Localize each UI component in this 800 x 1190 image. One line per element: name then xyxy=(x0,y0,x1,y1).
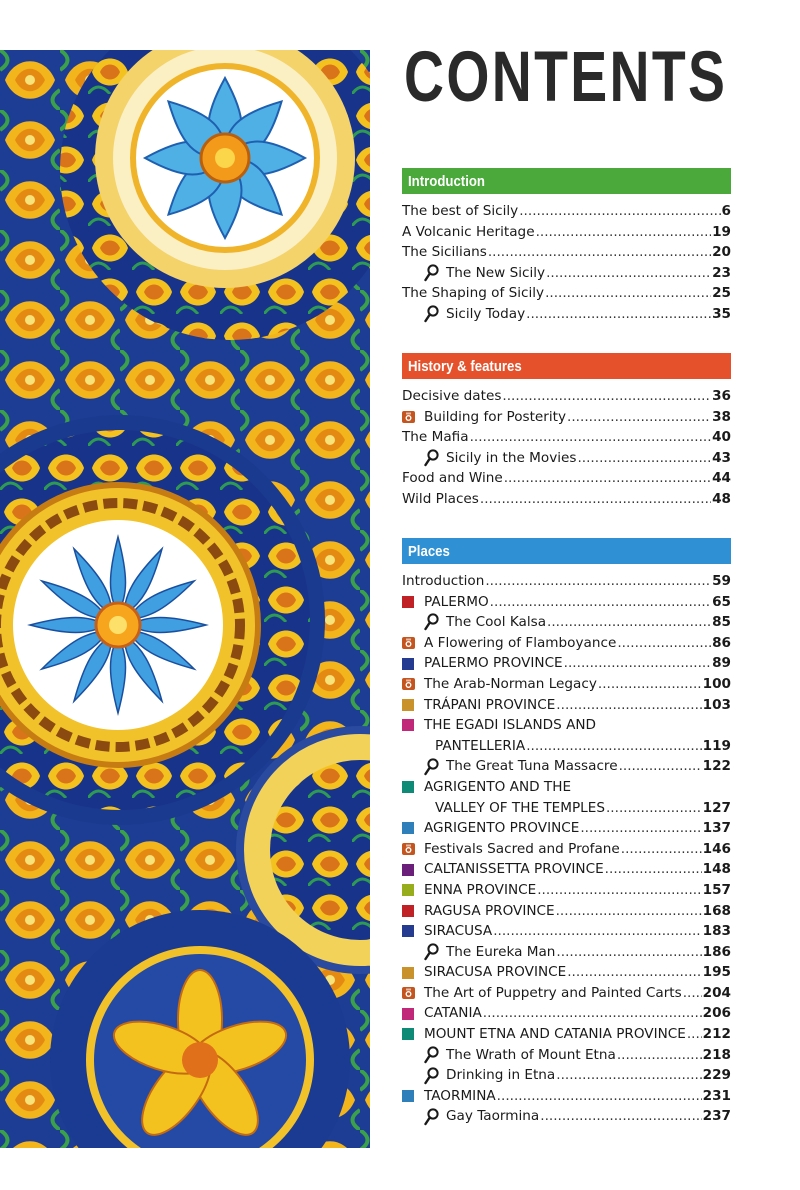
dot-leader xyxy=(547,612,711,633)
toc-entry[interactable] xyxy=(402,633,731,654)
toc-entry[interactable] xyxy=(402,612,731,633)
toc-entry[interactable] xyxy=(402,921,731,942)
toc-entry[interactable] xyxy=(402,1065,731,1086)
page-number: 36 xyxy=(712,388,731,404)
dot-leader xyxy=(536,222,712,243)
toc-entry[interactable] xyxy=(402,468,731,489)
toc-entry[interactable] xyxy=(402,427,731,448)
entry-title: Sicily Today xyxy=(446,305,526,322)
dot-leader xyxy=(540,1106,701,1127)
entry-title: CATANIA xyxy=(424,1005,482,1022)
region-color-swatch xyxy=(402,925,414,937)
page-number: 86 xyxy=(712,634,731,651)
toc-entry[interactable] xyxy=(402,263,731,284)
camera-glyph xyxy=(402,678,415,690)
entry-title: The Mafia xyxy=(402,429,469,446)
dot-leader xyxy=(580,818,701,839)
page-number: 19 xyxy=(712,223,731,240)
entry-title: The Great Tuna Massacre xyxy=(446,758,618,775)
section-heading-label: Places xyxy=(408,542,450,560)
toc-entry[interactable] xyxy=(402,839,731,860)
toc-entry[interactable] xyxy=(402,674,731,695)
magnifier-pin-icon xyxy=(402,1045,446,1065)
toc-entry[interactable] xyxy=(402,448,731,469)
toc-entry[interactable] xyxy=(402,242,731,263)
camera-icon xyxy=(402,407,424,427)
ceramic-plates-photo xyxy=(0,50,370,1148)
page-number: 186 xyxy=(702,943,731,960)
toc-entry[interactable] xyxy=(402,571,731,592)
entry-title: RAGUSA PROVINCE xyxy=(424,902,555,919)
page-number: 119 xyxy=(702,737,731,754)
color-square-icon xyxy=(402,901,424,921)
page-number: 23 xyxy=(712,264,731,281)
page-number: 100 xyxy=(702,675,731,692)
magnifier-pin-icon xyxy=(402,612,446,632)
toc-entry[interactable] xyxy=(402,695,731,716)
entry-title: A Volcanic Heritage xyxy=(402,223,535,240)
toc-entry[interactable] xyxy=(402,1003,731,1024)
toc-entry[interactable] xyxy=(402,880,731,901)
magnifier-pin-icon xyxy=(402,1107,446,1127)
dot-leader xyxy=(546,263,711,284)
magnifier-pin-icon xyxy=(402,1066,446,1086)
region-color-swatch xyxy=(402,864,414,876)
page-number: 89 xyxy=(712,655,731,672)
color-square-icon xyxy=(402,1024,424,1044)
toc-entry[interactable] xyxy=(402,1086,731,1107)
toc-entry[interactable] xyxy=(402,222,731,243)
page-number: 43 xyxy=(712,449,731,466)
entry-title: AGRIGENTO PROVINCE xyxy=(424,820,580,837)
page-number: 85 xyxy=(712,614,731,631)
toc-entry[interactable] xyxy=(402,715,731,736)
entry-title: PANTELLERIA xyxy=(435,737,526,754)
page-title: CONTENTS xyxy=(404,38,728,117)
toc-entry[interactable] xyxy=(402,1045,731,1066)
camera-icon xyxy=(402,674,424,694)
entry-title: The Arab-Norman Legacy xyxy=(424,675,597,692)
dot-leader xyxy=(567,407,711,428)
color-square-icon xyxy=(402,1086,424,1106)
region-color-swatch xyxy=(402,884,414,896)
camera-icon xyxy=(402,839,424,859)
dot-leader xyxy=(485,571,711,592)
entry-title: Wild Places xyxy=(402,490,479,507)
dot-leader xyxy=(606,798,702,819)
dot-leader xyxy=(526,304,711,325)
entry-title: Introduction xyxy=(402,573,485,589)
pin-glyph xyxy=(424,1046,440,1064)
color-square-icon xyxy=(402,963,424,983)
toc-entry[interactable] xyxy=(402,407,731,428)
region-color-swatch xyxy=(402,596,414,608)
toc-entry[interactable] xyxy=(402,736,731,757)
dot-leader xyxy=(621,839,702,860)
entry-title: A Flowering of Flamboyance xyxy=(424,634,617,651)
camera-glyph xyxy=(402,843,415,855)
dot-leader xyxy=(545,283,711,304)
page-number: 6 xyxy=(721,203,731,219)
region-color-swatch xyxy=(402,1008,414,1020)
dot-leader xyxy=(502,386,711,407)
dot-leader xyxy=(497,1086,702,1107)
pin-glyph xyxy=(424,1108,440,1126)
dot-leader xyxy=(488,242,711,263)
dot-leader xyxy=(556,695,701,716)
pin-glyph xyxy=(424,449,440,467)
camera-glyph xyxy=(402,411,415,423)
section-introduction xyxy=(402,168,731,325)
dot-leader xyxy=(683,983,702,1004)
color-square-icon xyxy=(402,880,424,900)
toc-entry[interactable] xyxy=(402,798,731,819)
dot-leader xyxy=(619,756,702,777)
page-number: 40 xyxy=(712,429,731,446)
entry-title: THE EGADI ISLANDS AND xyxy=(424,717,596,734)
entry-title: Festivals Sacred and Profane xyxy=(424,840,620,857)
section-history-features xyxy=(402,353,731,510)
page-number: 168 xyxy=(702,902,731,919)
pin-glyph xyxy=(424,613,440,631)
toc-entry[interactable] xyxy=(402,653,731,674)
page-number: 229 xyxy=(702,1067,731,1084)
page-number: 122 xyxy=(702,758,731,775)
dot-leader xyxy=(483,1003,702,1024)
toc-entry[interactable] xyxy=(402,983,731,1004)
page-number: 237 xyxy=(702,1108,731,1125)
dot-leader xyxy=(617,633,711,654)
entry-title: TRÁPANI PROVINCE xyxy=(424,696,556,713)
color-square-icon xyxy=(402,860,424,880)
entry-title: ENNA PROVINCE xyxy=(424,881,537,898)
pin-glyph xyxy=(424,1067,440,1085)
region-color-swatch xyxy=(402,781,414,793)
camera-icon xyxy=(402,633,424,653)
toc-entry[interactable] xyxy=(402,859,731,880)
color-square-icon xyxy=(402,592,424,612)
entry-title: PALERMO PROVINCE xyxy=(424,655,563,672)
page-number: 44 xyxy=(712,470,731,487)
color-square-icon xyxy=(402,818,424,838)
page-number: 183 xyxy=(702,923,731,940)
entry-title: The Wrath of Mount Etna xyxy=(446,1046,616,1063)
toc-entry[interactable] xyxy=(402,777,731,798)
page-number: 195 xyxy=(702,964,731,981)
region-color-swatch xyxy=(402,1028,414,1040)
entry-list xyxy=(402,571,731,1127)
camera-glyph xyxy=(402,637,415,649)
dot-leader xyxy=(470,427,712,448)
camera-glyph xyxy=(402,987,415,999)
dot-leader xyxy=(519,201,720,222)
region-color-swatch xyxy=(402,719,414,731)
dot-leader xyxy=(504,468,711,489)
dot-leader xyxy=(526,736,701,757)
dot-leader xyxy=(567,962,701,983)
section-heading xyxy=(402,353,731,379)
toc-entry[interactable] xyxy=(402,942,731,963)
entry-title: The New Sicily xyxy=(446,264,546,281)
dot-leader xyxy=(564,653,711,674)
dot-leader xyxy=(556,942,701,963)
section-heading xyxy=(402,538,731,564)
entry-title: The Shaping of Sicily xyxy=(402,285,545,302)
section-places xyxy=(402,538,731,1127)
magnifier-pin-icon xyxy=(402,757,446,777)
color-square-icon xyxy=(402,777,424,797)
toc-entry[interactable] xyxy=(402,756,731,777)
region-color-swatch xyxy=(402,1090,414,1102)
dot-leader xyxy=(556,1065,701,1086)
magnifier-pin-icon xyxy=(402,448,446,468)
entry-title: The Eureka Man xyxy=(446,943,556,960)
entry-title: MOUNT ETNA AND CATANIA PROVINCE xyxy=(424,1026,686,1043)
region-color-swatch xyxy=(402,905,414,917)
region-color-swatch xyxy=(402,658,414,670)
page-number: 103 xyxy=(702,696,731,713)
toc-entry[interactable] xyxy=(402,1106,731,1127)
page-number: 35 xyxy=(712,305,731,322)
page-number: 59 xyxy=(712,573,731,589)
page-number: 20 xyxy=(712,244,731,261)
color-square-icon xyxy=(402,1004,424,1024)
entry-title: VALLEY OF THE TEMPLES xyxy=(435,799,605,816)
entry-title: CALTANISSETTA PROVINCE xyxy=(424,861,604,878)
color-square-icon xyxy=(402,695,424,715)
magnifier-pin-icon xyxy=(402,942,446,962)
pin-glyph xyxy=(424,758,440,776)
page-number: 137 xyxy=(702,820,731,837)
dot-leader xyxy=(556,901,702,922)
section-heading xyxy=(402,168,731,194)
ceramic-plates-illustration xyxy=(0,50,370,1148)
entry-title: Decisive dates xyxy=(402,388,502,404)
section-heading-label: Introduction xyxy=(408,172,485,190)
dot-leader xyxy=(687,1024,702,1045)
dot-leader xyxy=(605,859,702,880)
page-number: 127 xyxy=(702,799,731,816)
entry-title: SIRACUSA xyxy=(424,923,493,940)
region-color-swatch xyxy=(402,822,414,834)
page-number: 38 xyxy=(712,408,731,425)
camera-icon xyxy=(402,983,424,1003)
entry-title: Food and Wine xyxy=(402,470,503,487)
magnifier-pin-icon xyxy=(402,304,446,324)
entry-title: SIRACUSA PROVINCE xyxy=(424,964,567,981)
page-number: 204 xyxy=(702,984,731,1001)
pin-glyph xyxy=(424,943,440,961)
entry-title: PALERMO xyxy=(424,593,489,610)
entry-list xyxy=(402,201,731,325)
dot-leader xyxy=(493,921,701,942)
entry-title: Drinking in Etna xyxy=(446,1067,556,1084)
page-number: 218 xyxy=(702,1046,731,1063)
toc-entry[interactable] xyxy=(402,962,731,983)
region-color-swatch xyxy=(402,967,414,979)
color-square-icon xyxy=(402,921,424,941)
dot-leader xyxy=(490,592,711,613)
page-number: 148 xyxy=(702,861,731,878)
page-number: 231 xyxy=(702,1087,731,1104)
dot-leader xyxy=(577,448,711,469)
page-number: 48 xyxy=(712,490,731,507)
toc-entry[interactable] xyxy=(402,386,731,407)
region-color-swatch xyxy=(402,699,414,711)
toc-entry[interactable] xyxy=(402,283,731,304)
pin-glyph xyxy=(424,264,440,282)
entry-title: Gay Taormina xyxy=(446,1108,540,1125)
entry-title: The Sicilians xyxy=(402,244,487,261)
magnifier-pin-icon xyxy=(402,263,446,283)
section-heading-label: History & features xyxy=(408,357,522,375)
entry-title: TAORMINA xyxy=(424,1087,496,1104)
toc-entry[interactable] xyxy=(402,592,731,613)
toc-entry[interactable] xyxy=(402,818,731,839)
dot-leader xyxy=(617,1045,702,1066)
color-square-icon xyxy=(402,715,424,735)
page-number: 146 xyxy=(702,840,731,857)
entry-title: The Art of Puppetry and Painted Carts xyxy=(424,984,682,1001)
entry-title: Sicily in the Movies xyxy=(446,449,577,466)
toc-entry[interactable] xyxy=(402,201,731,222)
toc-entry[interactable] xyxy=(402,304,731,325)
toc-entry[interactable] xyxy=(402,1024,731,1045)
entry-title: The Cool Kalsa xyxy=(446,614,547,631)
dot-leader xyxy=(598,674,702,695)
dot-leader xyxy=(537,880,701,901)
pin-glyph xyxy=(424,305,440,323)
entry-list xyxy=(402,386,731,510)
color-square-icon xyxy=(402,654,424,674)
page-number: 212 xyxy=(702,1026,731,1043)
toc-entry[interactable] xyxy=(402,901,731,922)
page-number: 25 xyxy=(712,285,731,302)
entry-title: The best of Sicily xyxy=(402,203,519,219)
entry-title: AGRIGENTO AND THE xyxy=(424,778,572,795)
page-number: 65 xyxy=(712,593,731,610)
page-number: 206 xyxy=(702,1005,731,1022)
page-number: 157 xyxy=(702,881,731,898)
toc-entry[interactable] xyxy=(402,489,731,510)
dot-leader xyxy=(480,489,711,510)
entry-title: Building for Posterity xyxy=(424,408,567,425)
